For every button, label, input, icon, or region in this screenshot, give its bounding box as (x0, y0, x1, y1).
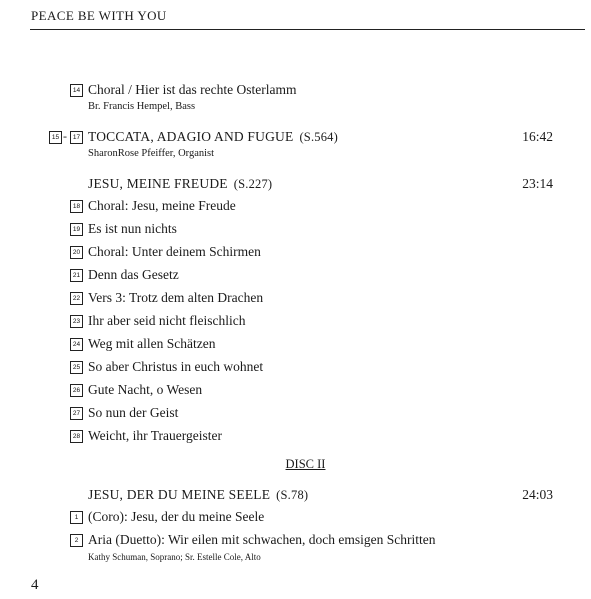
work-duration: 16:42 (522, 129, 553, 144)
page-header-title: PEACE BE WITH YOU (31, 8, 167, 23)
toccata-row (0, 129, 591, 147)
track-title: So aber Christus in euch wohnet (88, 359, 264, 374)
catalog-number: (S.227) (233, 177, 273, 191)
track-title: Denn das Gesetz (88, 267, 179, 282)
track-row (0, 509, 591, 527)
work-duration: 24:03 (522, 487, 553, 502)
track-row (0, 244, 591, 262)
track-number-box: 20 (70, 246, 83, 259)
work-heading-row (0, 487, 591, 505)
track-number-box: 26 (70, 384, 83, 397)
catalog-number: (S.564) (299, 130, 338, 144)
work-duration: 23:14 (522, 176, 553, 191)
track-title: Weicht, ihr Trauergeister (88, 428, 223, 443)
track-title: Choral: Jesu, meine Freude (88, 198, 236, 213)
track-title: Gute Nacht, o Wesen (88, 382, 203, 397)
track-range-separator: - (63, 129, 67, 143)
track-title: Choral: Unter deinem Schirmen (88, 244, 261, 259)
track-number-box: 17 (70, 131, 83, 144)
disc-label-text: DISC II (285, 457, 326, 471)
track-number-box: 14 (70, 84, 83, 97)
track-row (0, 336, 591, 354)
work-heading-row (0, 176, 591, 194)
work-title-text: JESU, MEINE FREUDE (88, 176, 228, 191)
track-number-box: 19 (70, 223, 83, 236)
work-title (88, 129, 338, 145)
track-number-box: 28 (70, 430, 83, 443)
track-number-box: 24 (70, 338, 83, 351)
page-number: 4 (31, 577, 39, 593)
track-performer: Br. Francis Hempel, Bass (88, 101, 196, 112)
work-title (88, 487, 308, 503)
work-title-text: JESU, DER DU MEINE SEELE (88, 487, 271, 502)
track-number-box: 25 (70, 361, 83, 374)
catalog-number: (S.78) (276, 488, 309, 502)
work-title-text: TOCCATA, ADAGIO AND FUGUE (88, 129, 294, 144)
track-row (0, 532, 591, 550)
disc-label (0, 457, 591, 472)
track-row (0, 198, 591, 216)
track-row (0, 405, 591, 423)
track-row (0, 428, 591, 446)
work-performer: SharonRose Pfeiffer, Organist (88, 148, 215, 159)
track-number-box: 21 (70, 269, 83, 282)
track-row (0, 382, 591, 400)
track-number-box: 23 (70, 315, 83, 328)
track-number-box: 15 (49, 131, 62, 144)
track-14-row (0, 82, 591, 100)
track-row (0, 359, 591, 377)
track-title: Weg mit allen Schätzen (88, 336, 216, 351)
track-title: Aria (Duetto): Wir eilen mit schwachen, doch emsigen Schritten (88, 532, 436, 547)
track-performer: Kathy Schuman, Soprano; Sr. Estelle Cole, Alto (88, 552, 261, 562)
track-title: (Coro): Jesu, der du meine Seele (88, 509, 265, 524)
track-number-box: 27 (70, 407, 83, 420)
work-title (88, 176, 272, 192)
track-row (0, 221, 591, 239)
track-row (0, 290, 591, 308)
track-title: Choral / Hier ist das rechte Osterlamm (88, 82, 297, 97)
track-number-box: 18 (70, 200, 83, 213)
header-divider (30, 29, 585, 30)
track-row (0, 267, 591, 285)
track-number-box: 2 (70, 534, 83, 547)
track-title: So nun der Geist (88, 405, 179, 420)
track-number-box: 1 (70, 511, 83, 524)
track-title: Vers 3: Trotz dem alten Drachen (88, 290, 264, 305)
track-row (0, 313, 591, 331)
track-title: Ihr aber seid nicht fleischlich (88, 313, 246, 328)
track-title: Es ist nun nichts (88, 221, 177, 236)
track-number-box: 22 (70, 292, 83, 305)
